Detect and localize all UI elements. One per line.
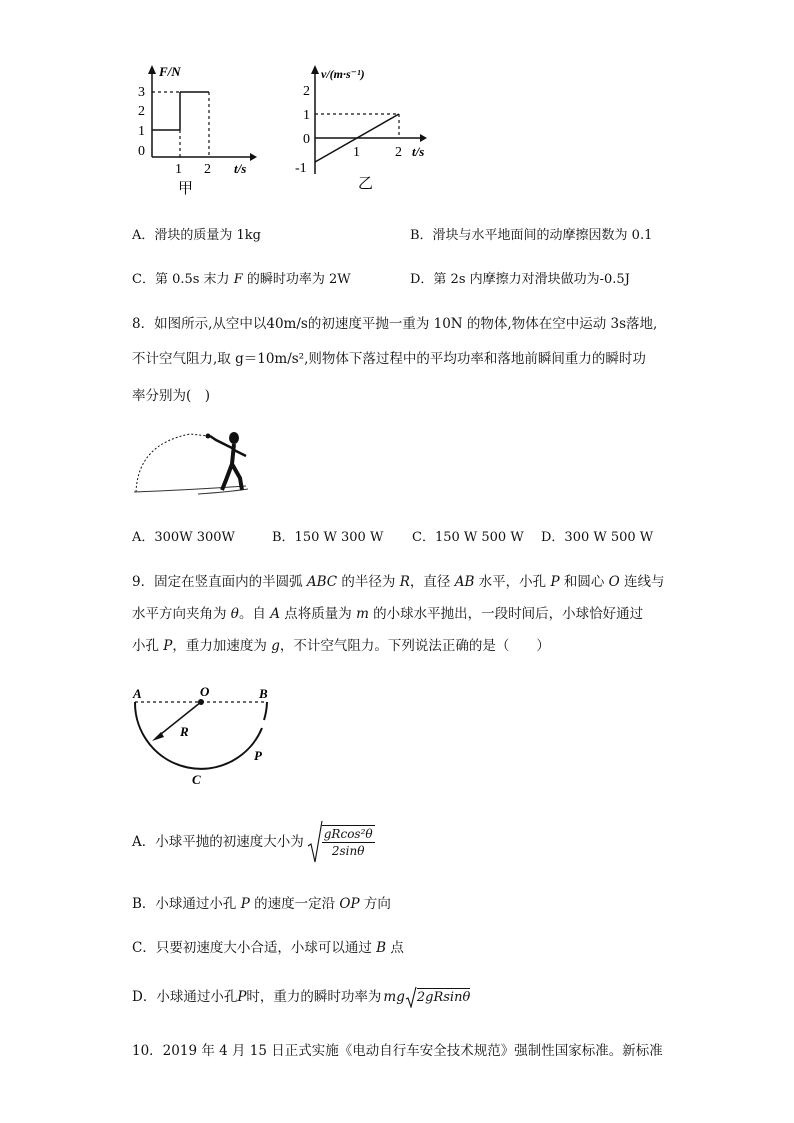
q8-line-1: 8．如图所示,从空中以40m/s的初速度平抛一重为 10N 的物体,物体在空中运动 3s落地, [132, 316, 658, 332]
jia-ytick: 3 [138, 85, 145, 100]
semicircle-label-r: R [180, 724, 189, 739]
q7-option-a: A．滑块的质量为 1kg [132, 228, 261, 243]
q9-line-3: 小孔 P，重力加速度为 g，不计空气阻力。下列说法正确的是（ ） [132, 638, 550, 654]
semicircle-label-p: P [254, 748, 262, 763]
semicircle-label-a: A [133, 686, 142, 701]
q8-option-a: A．300W 300W [132, 530, 235, 545]
q9-option-b: B．小球通过小孔 P 的速度一定沿 OP 方向 [132, 896, 391, 912]
q7-option-d: D．第 2s 内摩擦力对滑块做功为-0.5J [410, 272, 630, 287]
semicircle-label-b: B [259, 686, 268, 701]
yi-ytick: 0 [303, 132, 310, 147]
yi-ytick: 1 [303, 108, 310, 123]
yi-xtick: 1 [353, 145, 360, 160]
yi-ytick: -1 [295, 161, 307, 176]
graph-jia [130, 62, 260, 197]
q8-line-2: 不计空气阻力,取 g＝10m/s²,则物体下落过程中的平均功率和落地前瞬间重力的瞬时功 [132, 351, 646, 367]
q9-option-a: A．小球平抛的初速度大小为 $\frac{\text{gRcos²θ}}{2\sin\theta}$ [132, 820, 375, 864]
q8-option-c: C．150 W 500 W [412, 530, 524, 545]
q8-option-d: D．300 W 500 W [541, 530, 654, 545]
q8-line-3: 率分别为( ) [132, 388, 211, 404]
q9-line-2: 水平方向夹角为 θ。自 A 点将质量为 m 的小球水平抛出，一段时间后，小球恰好通过 [132, 606, 644, 622]
yi-xlabel: t/s [412, 144, 425, 159]
q8-option-b: B．150 W 300 W [272, 530, 384, 545]
semicircle-figure [128, 684, 278, 789]
jia-ytick: 1 [138, 124, 145, 139]
jia-xlabel: t/s [234, 161, 247, 176]
q9-option-d: D．小球通过小孔 P 时，重力的瞬时功率为 mg 2gRsinθ [132, 989, 471, 1005]
semicircle-label-c: C [192, 772, 201, 787]
jia-caption: 甲 [178, 181, 194, 197]
yi-ylabel: v/(m·s⁻¹) [321, 67, 365, 81]
graph-yi [285, 62, 445, 197]
q10-line-1: 10．2019 年 4 月 15 日正式实施《电动自行车安全技术规范》强制性国家标准。新标准 [132, 1043, 663, 1059]
yi-ytick: 2 [303, 84, 310, 99]
yi-xtick: 2 [395, 145, 402, 160]
semicircle-label-o: O [200, 684, 210, 699]
jia-ylabel: F/N [159, 64, 181, 79]
jia-ytick: 0 [138, 144, 145, 159]
q7-option-c: C．第 0.5s 末力 F 的瞬时功率为 2W [132, 272, 351, 287]
thrower-figure [128, 426, 258, 498]
jia-xtick: 2 [204, 162, 211, 177]
q9-line-1: 9．固定在竖直面内的半圆弧 ABC 的半径为 R，直径 AB 水平，小孔 P 和圆心 O 连线与 [132, 574, 665, 590]
q7-option-b: B．滑块与水平地面间的动摩擦因数为 0.1 [410, 228, 653, 243]
jia-xtick: 1 [175, 162, 182, 177]
q9-option-c: C．只要初速度大小合适，小球可以通过 B 点 [132, 940, 404, 956]
jia-ytick: 2 [138, 104, 145, 119]
yi-caption: 乙 [358, 176, 374, 192]
